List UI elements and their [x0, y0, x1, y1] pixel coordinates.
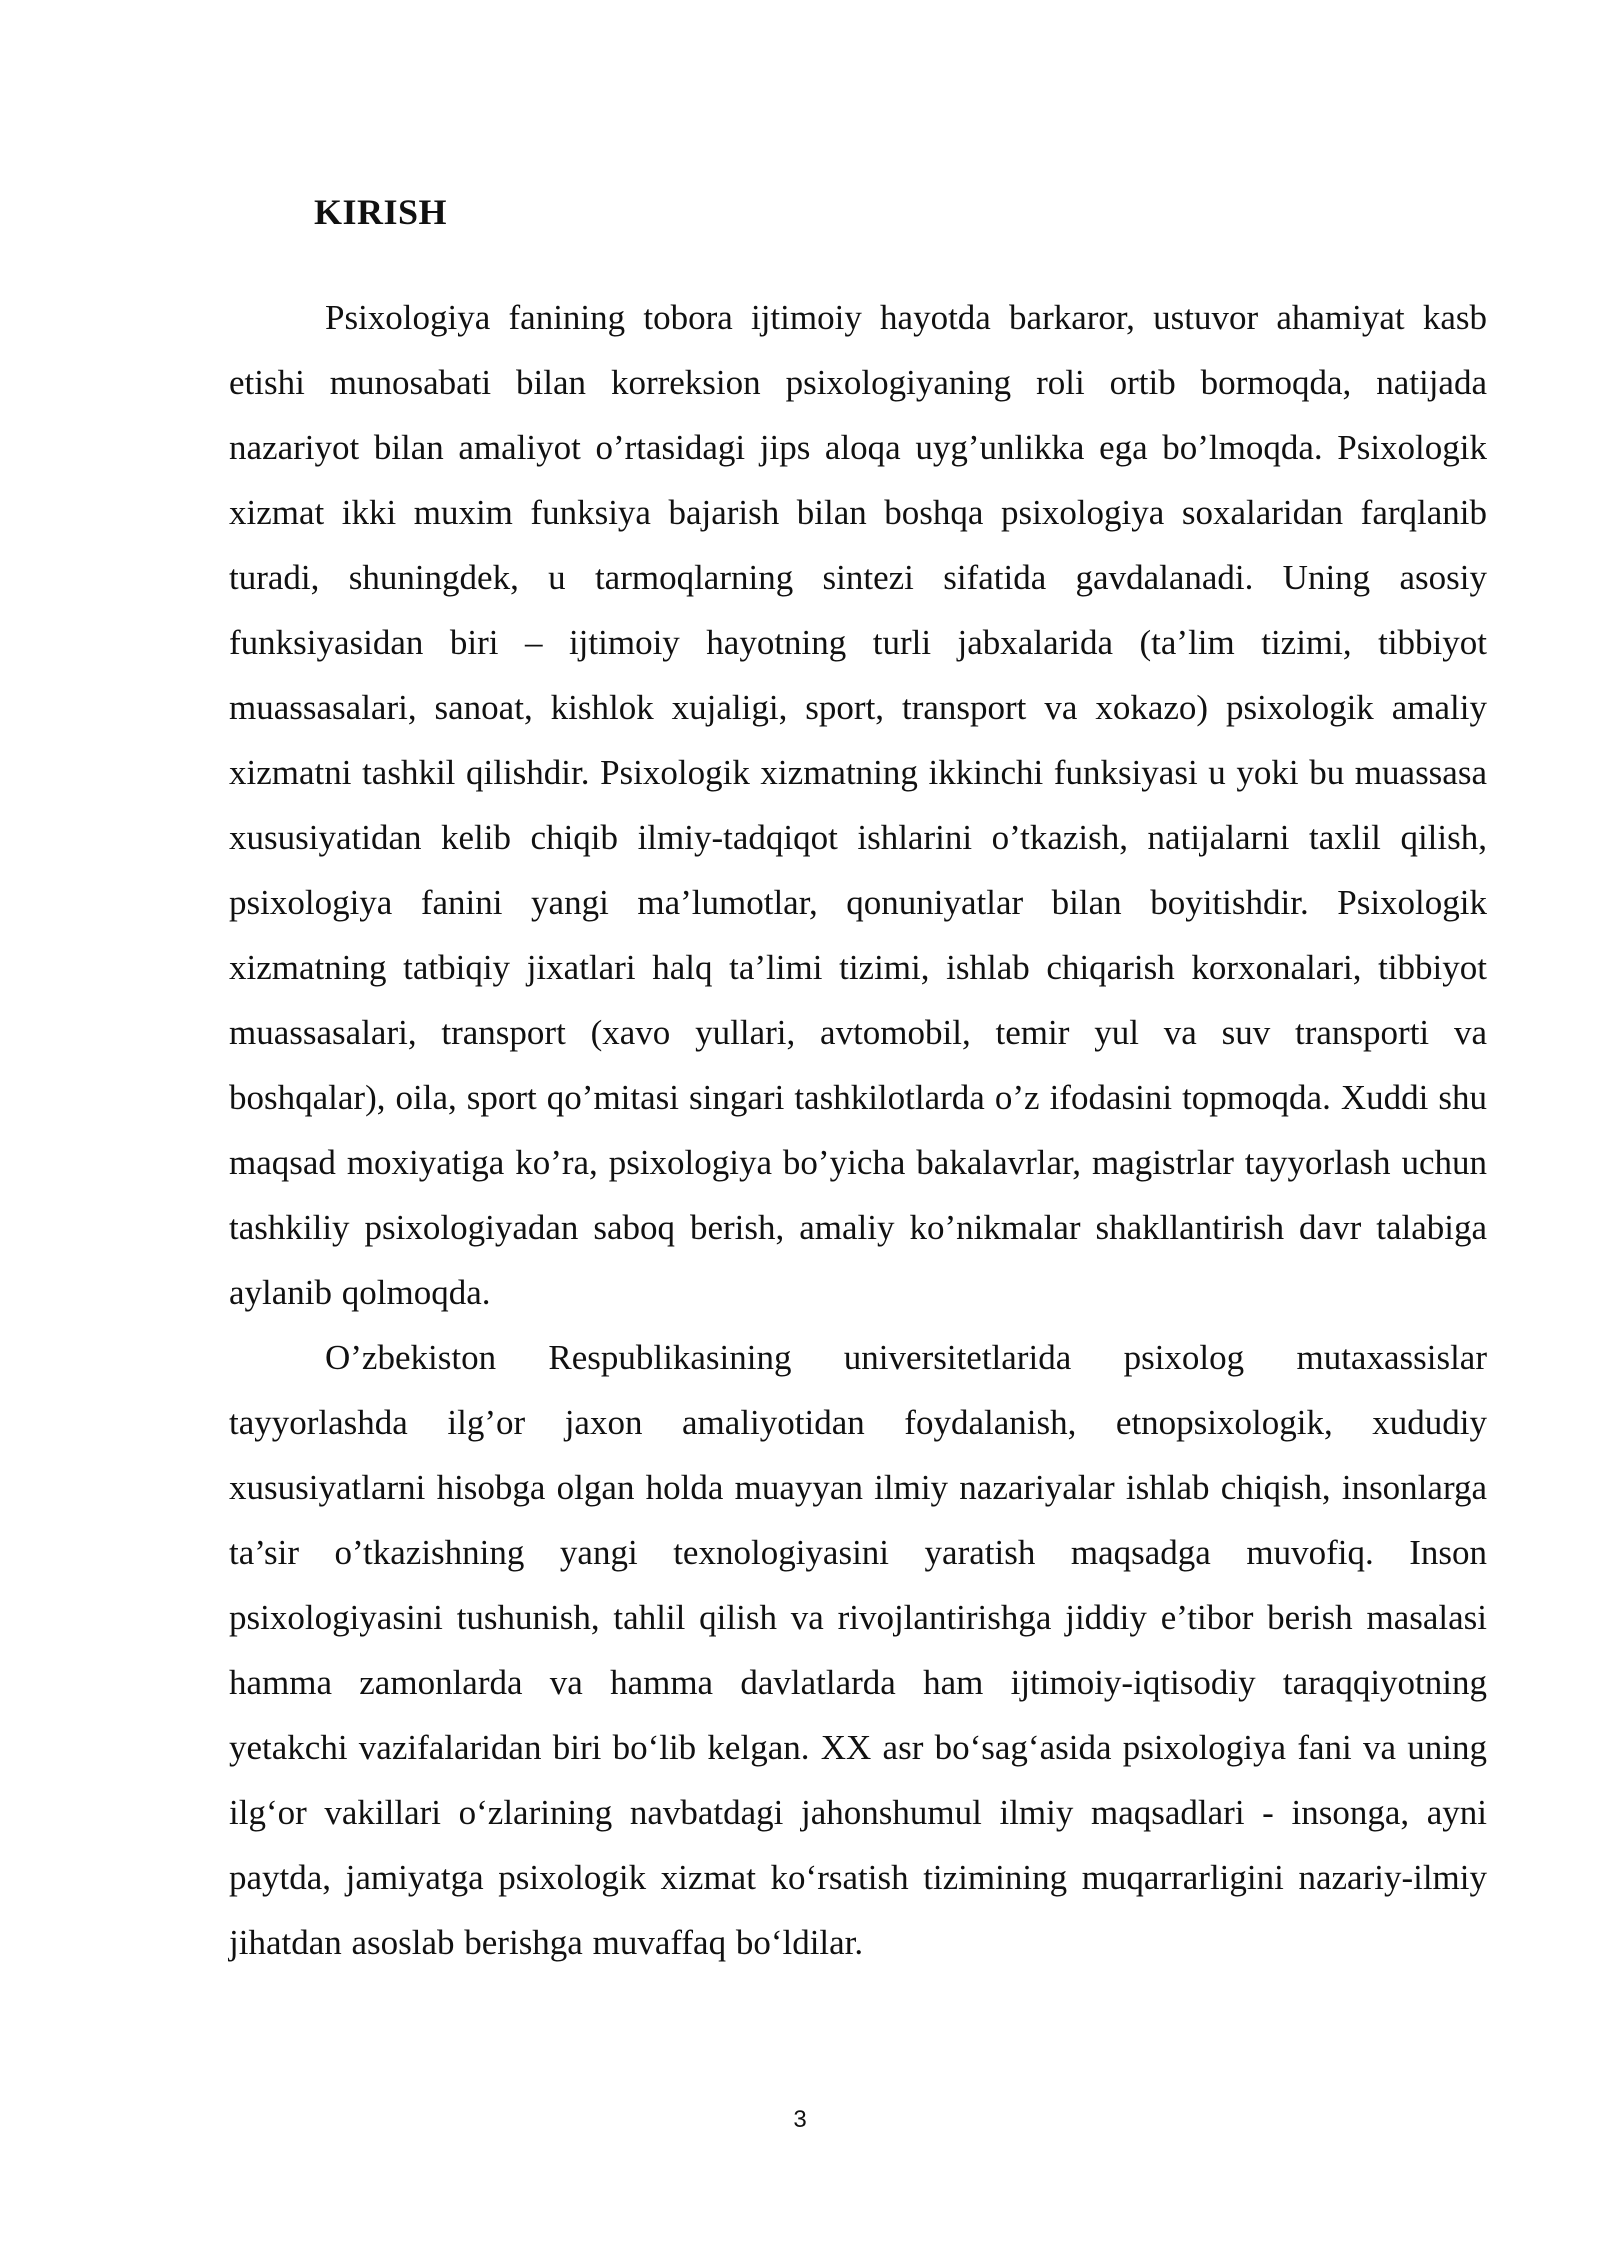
paragraph-1: Psixologiya fanining tobora ijtimoiy hayotda barkaror, ustuvor ahamiyat kasb etishi munosabati bilan korreksion psixologiyaning roli ortib bormoqda, natijada nazariyot bilan amaliyot o’rtasidagi jips aloqa uyg’unlikka ega bo’lmoqda. Psixologik xizmat ikki muxim funksiya bajarish bilan boshqa psixologiya soxalaridan farqlanib turadi, shuningdek, u tarmoqlarning sintezi sifatida gavdalanadi. Uning asosiy funksiyasidan biri – ijtimoiy hayotning turli jabxalarida (ta’lim tizimi, tibbiyot muassasalari, sanoat, kishlok xujaligi, sport, transport va xokazo) psixologik amaliy xizmatni tashkil qilishdir. Psixologik xizmatning ikkinchi funksiyasi u yoki bu muassasa xususiyatidan kelib chiqib ilmiy-tadqiqot ishlarini o’tkazish, natijalarni taxlil qilish, psixologiya fanini yangi ma’lumotlar, qonuniyatlar bilan boyitishdir. Psixologik xizmatning tatbiqiy jixatlari halq ta’limi tizimi, ishlab chiqarish korxonalari, tibbiyot muassasalari, transport (xavo yullari, avtomobil, temir yul va suv transporti va boshqalar), oila, sport qo’mitasi singari tashkilotlarda o’z ifodasini topmoqda. Xuddi shu maqsad moxiyatiga ko’ra, psixologiya bo’yicha bakalavrlar, magistrlar tayyorlash uchun tashkiliy psixologiyadan saboq berish, amaliy ko’nikmalar shakllantirish davr talabiga aylanib qolmoqda. [229, 298, 1487, 1312]
paragraph-2: O’zbekiston Respublikasining universitetlarida psixolog mutaxassislar tayyorlashda ilg’or jaxon amaliyotidan foydalanish, etnopsixologik, xududiy xususiyatlarni hisobga olgan holda muayyan ilmiy nazariyalar ishlab chiqish, insonlarga ta’sir o’tkazishning yangi texnologiyasini yaratish maqsadga muvofiq. Inson psixologiyasini tushunish, tahlil qilish va rivojlantirishga jiddiy e’tibor berish masalasi hamma zamonlarda va hamma davlatlarda ham ijtimoiy-iqtisodiy taraqqiyotning yetakchi vazifalaridan biri bo‘lib kelgan. XX asr bo‘sag‘asida psixologiya fani va uning ilg‘or vakillari o‘zlarining navbatdagi jahonshumul ilmiy maqsadlari - insonga, ayni paytda, jamiyatga psixologik xizmat ko‘rsatish tizimining muqarrarligini nazariy-ilmiy jihatdan asoslab berishga muvaffaq bo‘ldilar. [229, 1338, 1487, 1962]
body-text [229, 285, 1487, 1975]
page-number: 3 [793, 2106, 807, 2133]
section-heading: KIRISH [314, 192, 448, 232]
